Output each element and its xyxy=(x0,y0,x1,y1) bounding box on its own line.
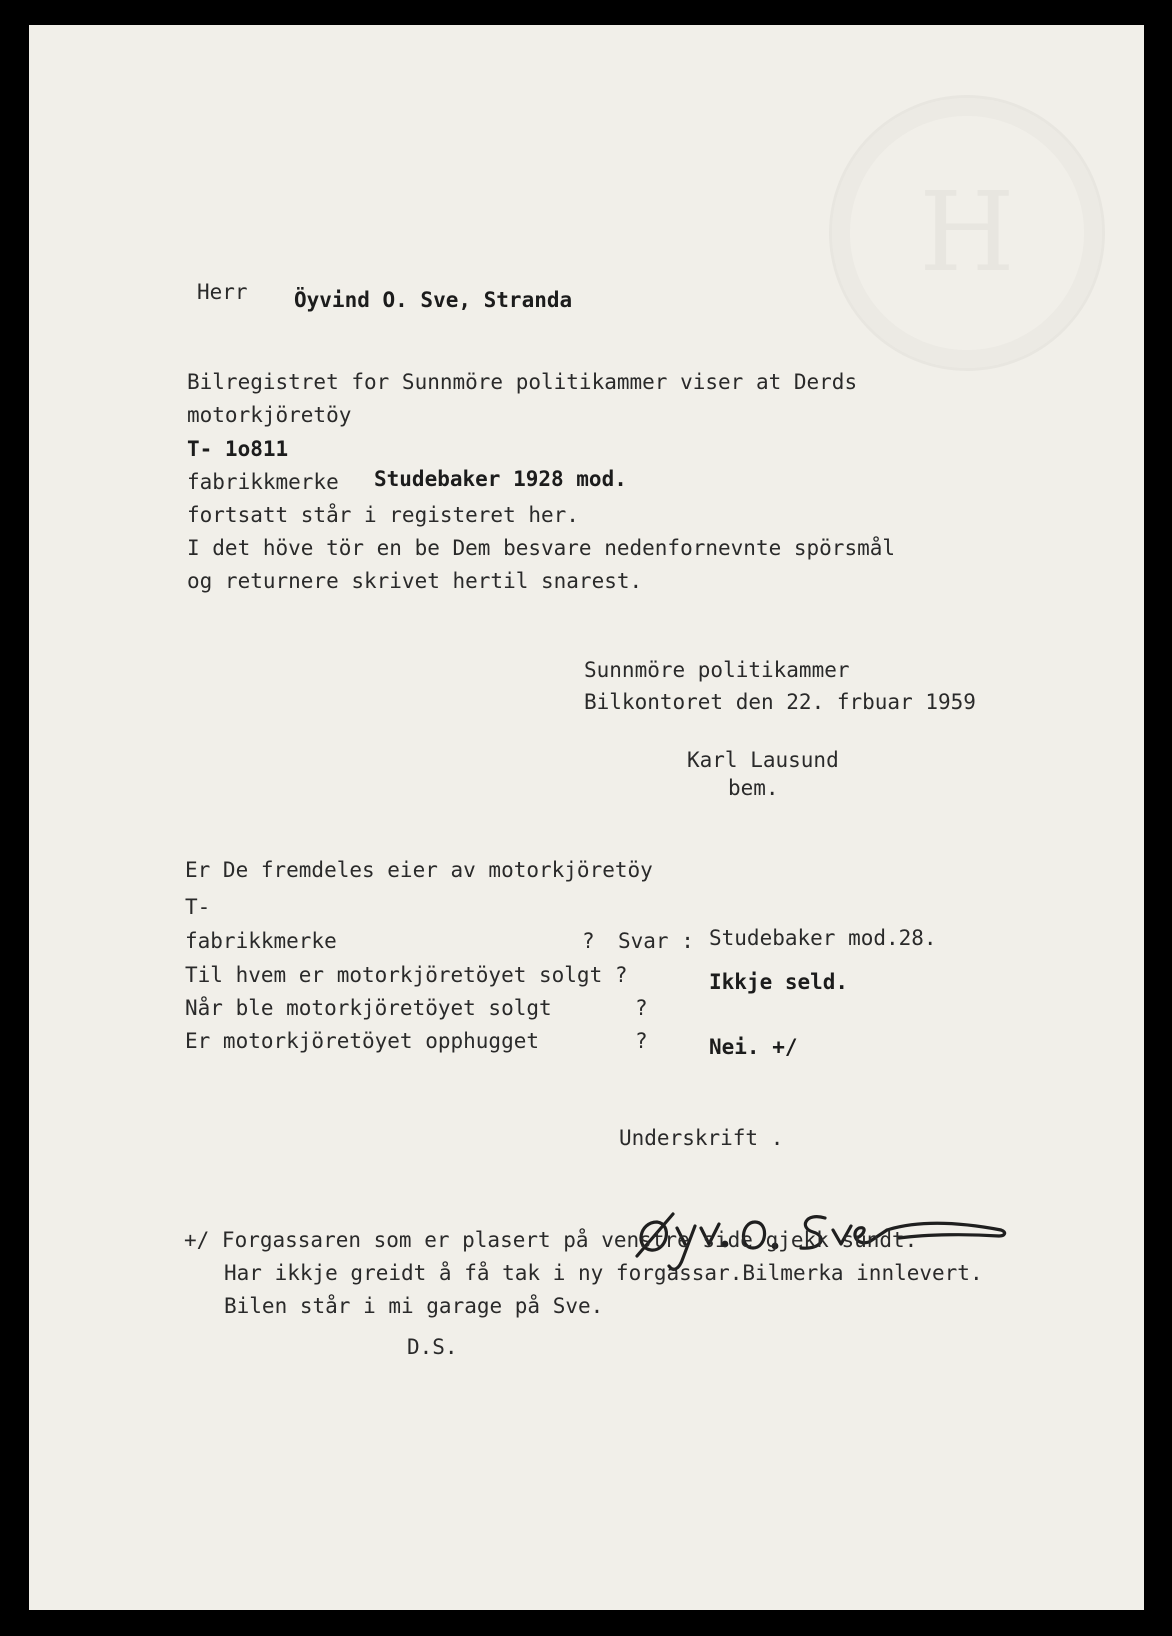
sender-name: Karl Lausund xyxy=(687,748,839,772)
footnote-line-1: +/ Forgassaren som er plasert på venstre side gjekk sundt. xyxy=(184,1228,918,1252)
answer-sold-to: Ikkje seld. xyxy=(709,970,849,994)
letter-page xyxy=(29,25,1144,1610)
question-sold-when: Når ble motorkjöretöyet solgt xyxy=(185,996,552,1020)
body-line-1: Bilregistret for Sunnmöre politikammer viser at Derds xyxy=(187,370,858,394)
question-sold-when-mark: ? xyxy=(635,996,648,1020)
answer-scrapped: Nei. +/ xyxy=(709,1035,798,1059)
brand-value: Studebaker 1928 mod. xyxy=(374,467,627,491)
question-brand: fabrikkmerke xyxy=(185,929,337,953)
signature-label: Underskrift . xyxy=(619,1126,784,1150)
question-scrapped: Er motorkjöretöyet opphugget xyxy=(185,1029,540,1053)
footnote-closing: D.S. xyxy=(407,1335,458,1359)
footnote-line-3: Bilen står i mi garage på Sve. xyxy=(224,1294,604,1318)
body-line-6: og returnere skrivet hertil snarest. xyxy=(187,569,643,593)
sender-date-line: Bilkontoret den 22. frbuar 1959 xyxy=(584,690,976,714)
answer-brand: Studebaker mod.28. xyxy=(709,926,937,950)
body-line-4: fortsatt står i registeret her. xyxy=(187,503,579,527)
answer-label: Svar : xyxy=(618,929,694,953)
question-sold-to: Til hvem er motorkjöretöyet solgt ? xyxy=(185,963,628,987)
embossed-seal-watermark xyxy=(829,95,1105,371)
salutation: Herr xyxy=(197,280,248,304)
footnote-line-2: Har ikkje greidt å få tak i ny forgassar.Bilmerka innlevert. xyxy=(224,1261,983,1285)
brand-label: fabrikkmerke xyxy=(187,470,339,494)
recipient: Öyvind O. Sve, Stranda xyxy=(294,288,573,312)
question-brand-mark: ? xyxy=(582,929,595,953)
sender-title: bem. xyxy=(728,776,779,800)
question-intro: Er De fremdeles eier av motorkjöretöy xyxy=(185,858,653,882)
question-scrapped-mark: ? xyxy=(635,1029,648,1053)
body-line-5: I det höve tör en be Dem besvare nedenfornevnte spörsmål xyxy=(187,536,896,560)
sender-office: Sunnmöre politikammer xyxy=(584,658,850,682)
registration-number: T- 1o811 xyxy=(187,437,289,461)
question-reg-prefix: T- xyxy=(185,895,211,919)
body-line-2: motorkjöretöy xyxy=(187,403,352,427)
